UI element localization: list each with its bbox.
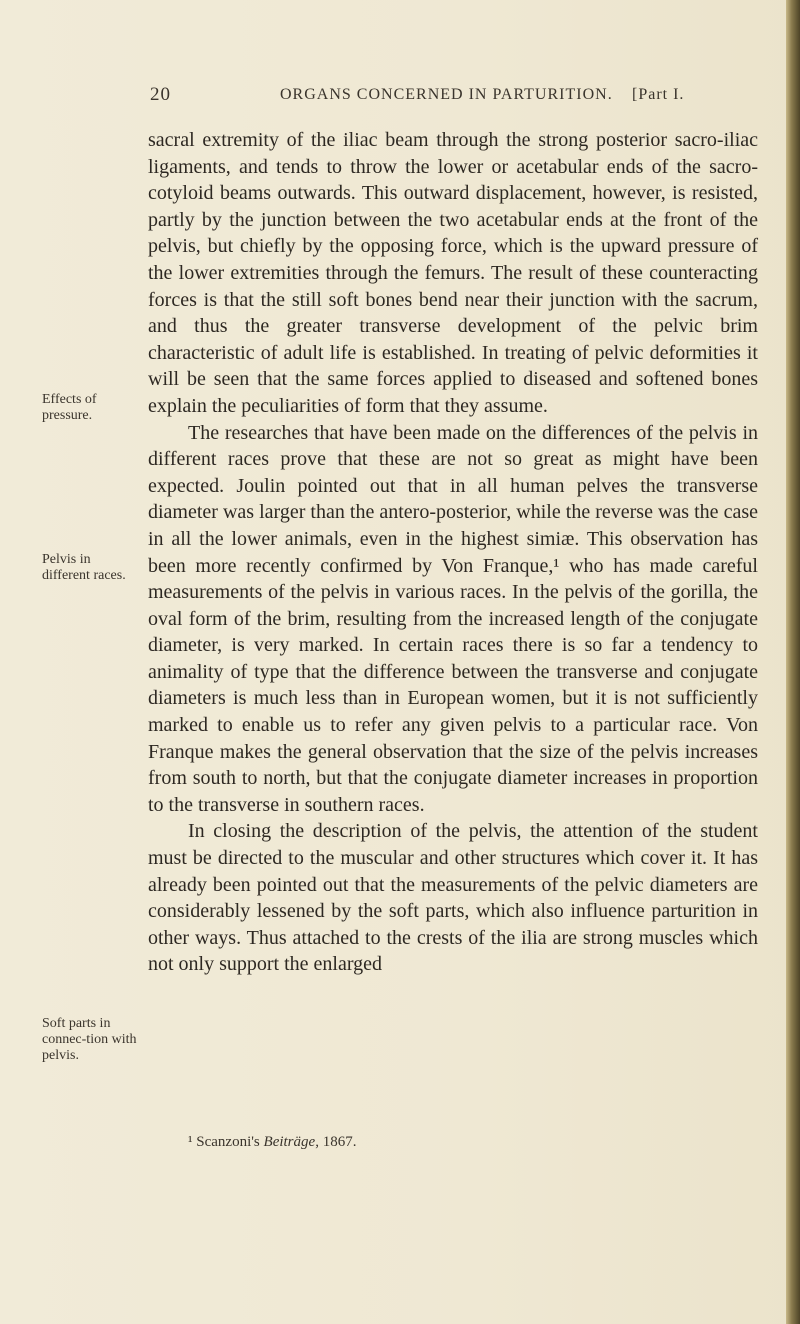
footnote-marker: ¹ — [188, 1134, 193, 1150]
footnote-author: Scanzoni's — [196, 1134, 260, 1150]
footnote-year: , 1867. — [315, 1134, 357, 1150]
footnote — [188, 1134, 356, 1151]
margin-note-effects: Effects of pressure. — [42, 392, 97, 423]
paragraph: In closing the description of the pelvis, the attention of the student must be directed to the muscular and other structures which cover it. It has already been pointed out that the measurements of the pelvic diameters are considerably lessened by the soft parts, which also influence parturition in other ways. Thus attached to the crests of the ilia are strong muscles which not only support the enlarged — [148, 820, 758, 976]
running-title: ORGANS CONCERNED IN PARTURITION. — [280, 86, 613, 103]
page-number: 20 — [150, 84, 171, 105]
footnote-work: Beiträge — [263, 1134, 316, 1150]
paragraph: sacral extremity of the iliac beam through the strong posterior sacro-iliac ligaments, and tends to throw the lower or acetabular ends of the sacro-cotyloid beams outwards. This outward displacement, however, is resisted, partly by the junction between the two acetabular ends at the front of the pelvis, but chiefly by the opposing force, which is the upward pressure of the lower extremities through the femurs. The result of these counteracting forces is that the still soft bones bend near their junction with the sacrum, and thus the greater transverse development of the pelvic brim characteristic of adult life is established. In treating of pelvic deformities it will be seen that the same forces applied to diseased and softened bones explain the peculiarities of form that they assume. — [148, 129, 758, 417]
running-header — [150, 84, 750, 114]
part-label: [Part I. — [632, 86, 685, 103]
paragraph: The researches that have been made on the differences of the pelvis in different races prove that these are not so great as might have been expected. Joulin pointed out that in all human pelves the transverse diameter was larger than the antero-posterior, while the reverse was the case in all the lower animals, even in the highest simiæ. This observation has been more recently confirmed by Von Franque,¹ who has made careful measurements of the pelvis in various races. In the pelvis of the gorilla, the oval form of the brim, resulting from the increased length of the conjugate diameter, is very marked. In certain races there is so far a tendency to animality of type that the difference between the transverse and conjugate diameters is much less than in European women, but it is not sufficiently marked to enable us to refer any given pelvis to a particular race. Von Franque makes the general observation that the size of the pelvis increases from south to north, but that the conjugate diameter increases in proportion to the transverse in southern races. — [148, 421, 758, 816]
margin-note-races: Pelvis in different races. — [42, 552, 126, 583]
body-text — [148, 127, 758, 978]
page-edge — [786, 0, 800, 1324]
margin-note-soft-parts: Soft parts in connec-tion with pelvis. — [42, 1016, 137, 1063]
